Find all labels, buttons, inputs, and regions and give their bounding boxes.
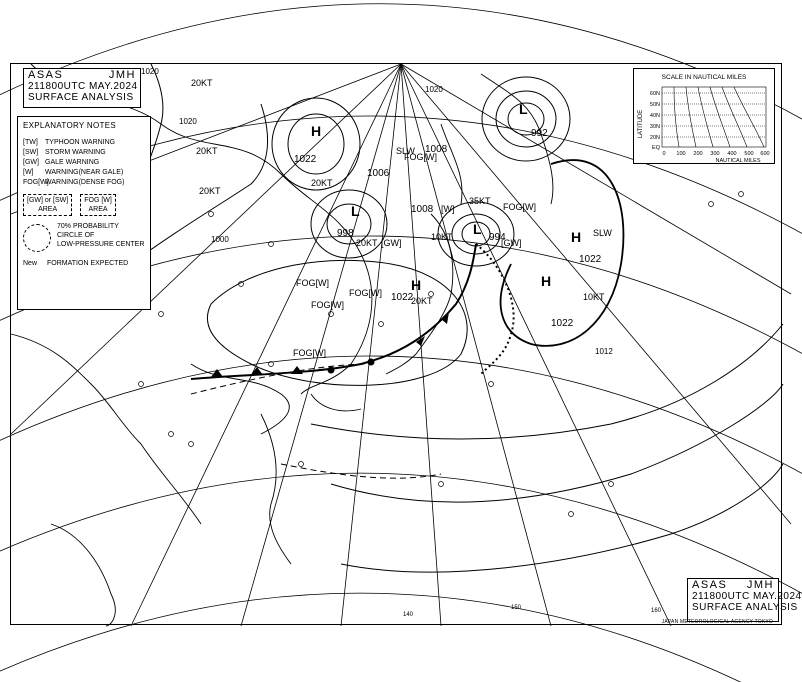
lat-tick: EQ: [652, 145, 660, 151]
pressure-value: 1022: [294, 154, 317, 165]
note-row: [23, 178, 145, 188]
wind-speed: 10KT: [583, 292, 605, 302]
new-text: FORMATION EXPECTED: [47, 260, 129, 267]
pressure-value: 1006: [367, 168, 390, 179]
near-gale-warning: [W]: [441, 204, 455, 214]
lat-tick: 50N: [649, 102, 660, 108]
fog-warning: FOG[W]: [349, 288, 382, 298]
pressure-value: 1008: [425, 144, 448, 155]
isobar-label: 1012: [595, 347, 613, 356]
longitude-label: 160: [651, 608, 662, 614]
low-center: L: [351, 203, 360, 219]
longitude-label: 150: [511, 605, 522, 611]
fog-warning: FOG[W]: [293, 348, 326, 358]
title-box-bottom: [687, 578, 802, 622]
wind-speed: 20KT: [356, 238, 378, 248]
scale-x-tick: 100: [676, 151, 686, 157]
high-center: H: [311, 123, 322, 139]
pressure-value: 994: [489, 232, 506, 243]
note-text: STORM WARNING: [45, 149, 106, 156]
probability-text: LOW-PRESSURE CENTER: [57, 241, 145, 248]
title-code: ASAS: [28, 69, 64, 81]
pressure-value: 992: [531, 128, 548, 139]
pressure-value: 1022: [391, 292, 414, 303]
probability-text: CIRCLE OF: [57, 232, 95, 239]
note-row: [23, 168, 145, 178]
fog-warning: FOG[W]: [404, 152, 437, 162]
wind-speed: 35KT: [469, 196, 491, 206]
weather-map: [10, 63, 802, 625]
pressure-value: 1022: [551, 318, 574, 329]
note-code: FOG[W]: [23, 179, 49, 186]
area-legend: [23, 194, 145, 216]
wind-speed: 10KT: [431, 232, 453, 242]
note-code: [W]: [23, 169, 34, 176]
note-text: WARNING(DENSE FOG): [45, 179, 125, 186]
title-code: ASAS: [692, 579, 728, 591]
fog-warning: FOG[W]: [503, 202, 536, 212]
isobar-label: 1020: [179, 117, 197, 126]
scale-x-tick: 500: [744, 151, 754, 157]
fronts: [191, 244, 514, 379]
scale-x-tick: 0: [662, 151, 666, 157]
scale-graphic: [634, 69, 774, 163]
fog-warning: FOG[W]: [296, 278, 329, 288]
note-text: GALE WARNING: [45, 159, 100, 166]
lat-tick: 40N: [649, 113, 660, 119]
high-center: H: [571, 229, 582, 245]
title-station: JMH: [746, 579, 774, 591]
area-label: FOG [W]: [84, 197, 112, 204]
pressure-value: 1022: [579, 254, 602, 265]
pressure-value: 1008: [411, 204, 434, 215]
probability-circle-icon: [23, 224, 51, 252]
note-code: [SW]: [23, 149, 39, 156]
probability-text: 70% PROBABILITY: [57, 223, 119, 230]
scale-title: SCALE IN NAUTICAL MILES: [661, 74, 747, 81]
scale-ylabel: LATITUDE: [638, 109, 644, 139]
agency-credit: JAPAN METEOROLOGICAL AGENCY TOKYO: [661, 619, 773, 625]
title-station: JMH: [108, 69, 136, 81]
isobar-label: 1020: [425, 85, 443, 94]
title-type: SURFACE ANALYSIS: [692, 602, 798, 613]
title-box: [23, 68, 141, 108]
scale-x-tick: 600: [760, 151, 770, 157]
scale-grid: [662, 87, 766, 147]
scale-xlabel: NAUTICAL MILES: [715, 158, 761, 164]
note-text: WARNING(NEAR GALE): [45, 169, 124, 176]
area-label: AREA: [88, 206, 108, 213]
wind-speed: 20KT: [191, 78, 213, 88]
fog-warning: FOG[W]: [311, 300, 344, 310]
title-type: SURFACE ANALYSIS: [28, 92, 134, 103]
new-legend: [23, 260, 145, 267]
front-symbols: [211, 312, 449, 377]
gale-warning: [GW]: [381, 238, 402, 248]
longitude-label: 140: [403, 612, 414, 618]
wind-speed: 20KT: [199, 186, 221, 196]
title-time: 211800UTC MAY.2024: [692, 591, 802, 602]
slw-label: SLW: [593, 228, 612, 238]
warning-labels: [191, 78, 612, 358]
note-text: TYPHOON WARNING: [45, 139, 116, 146]
isobar-label: 1020: [141, 67, 159, 76]
wind-speed: 20KT: [196, 146, 218, 156]
explanatory-notes: [17, 116, 151, 310]
slw-label: SLW: [396, 146, 415, 156]
probability-legend: [23, 222, 145, 252]
scale-x-tick: 400: [727, 151, 737, 157]
note-row: [23, 138, 145, 148]
note-row: [23, 158, 145, 168]
area-label: AREA: [38, 206, 58, 213]
notes-title: EXPLANATORY NOTES: [23, 121, 116, 130]
note-code: [GW]: [23, 159, 39, 166]
wind-speed: 20KT: [411, 296, 433, 306]
scale-x-tick: 200: [693, 151, 703, 157]
low-center: L: [473, 221, 482, 237]
lat-tick: 20N: [649, 135, 660, 141]
note-row: [23, 148, 145, 158]
pressure-centers: [294, 101, 602, 329]
nautical-scale: [633, 68, 775, 164]
gale-warning: [GW]: [501, 238, 522, 248]
area-label: [GW] or [SW]: [27, 197, 69, 204]
scale-x-tick: 300: [710, 151, 720, 157]
title-time: 211800UTC MAY.2024: [28, 81, 138, 92]
low-center: L: [519, 101, 528, 117]
wind-speed: 20KT: [311, 178, 333, 188]
lat-tick: 30N: [649, 124, 660, 130]
lat-tick: 60N: [649, 91, 660, 97]
note-code: [TW]: [23, 139, 38, 146]
warning-area-box: [23, 194, 72, 216]
isobar-label: 1000: [211, 235, 229, 244]
fog-area-box: [80, 194, 116, 216]
pressure-value: 998: [337, 228, 354, 239]
high-center: H: [411, 277, 422, 293]
high-center: H: [541, 273, 552, 289]
new-label: New: [23, 260, 38, 267]
